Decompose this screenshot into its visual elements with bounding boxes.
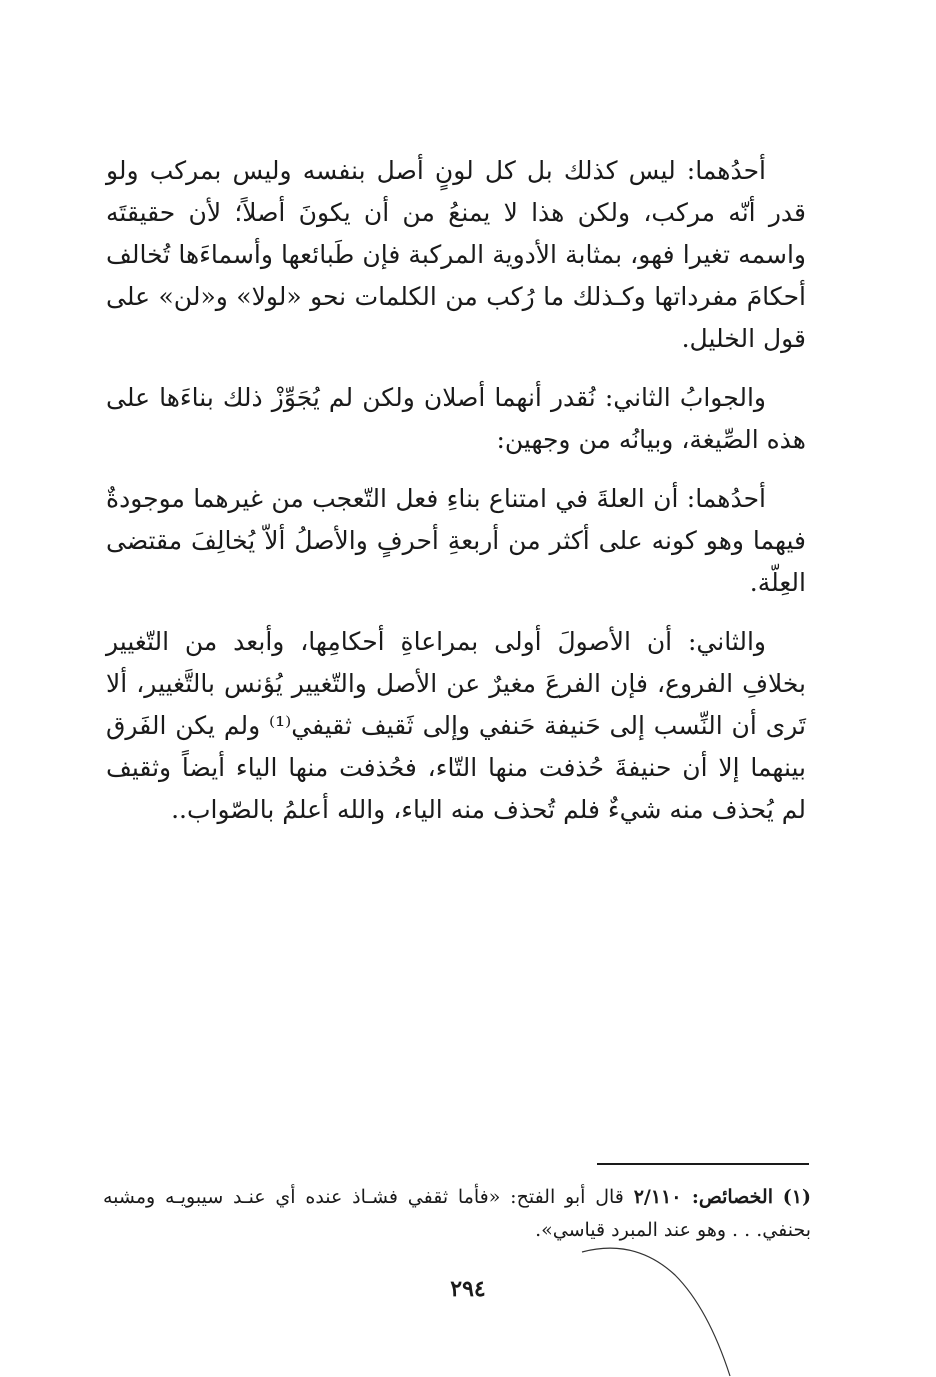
footnote-source: الخصائص: ٢/١١٠ [633, 1186, 773, 1208]
body-text [106, 150, 806, 831]
page-number: ٢٩٤ [450, 1276, 486, 1302]
footnote [103, 1181, 811, 1247]
footnote-marker: (١) [782, 1186, 812, 1208]
paragraph-3: أحدُهما: أن العلةَ في امتناع بناءِ فعل التّعجب من غيرهما موجودةٌ فيهما وهو كونه على أكثر من أربعةِ أحرفٍ والأصلُ ألاّ يُخالِفَ مقتضى العِلّة. [106, 484, 806, 597]
paragraph-1: أحدُهما: ليس كذلك بل كل لونٍ أصل بنفسه وليس بمركب ولو قدر أنّه مركب، ولكن هذا لا يمنعُ من أن يكونَ أصلاً؛ لأن حقيقتَه واسمه تغيرا فهو، بمثابة الأدوية المركبة فإن طَبائعها وأسماءَها تُخالف أحكامَ مفرداتها وكـذلك ما رُكب من الكلمات نحو «لولا» و«لن» على قول الخليل. [106, 156, 806, 353]
paragraph-2: والجوابُ الثاني: نُقدر أنهما أصلان ولكن لم يُجَوِّزْ ذلك بناءَها على هذه الصِّيغة، وبيانُه من وجهين: [106, 383, 806, 454]
scan-artifact-line [580, 1240, 760, 1377]
footnote-text: قال أبو الفتح: «فأما ثقفي فشـاذ عنده أي عنـد سيبويـه ومشبه بحنفي. . . وهو عند المبرد قياسي». [103, 1186, 811, 1241]
paragraph-4: والثاني: أن الأصولَ أولى بمراعاةِ أحكامِها، وأبعد من التّغيير بخلافِ الفروع، فإن الفرعَ مغيرٌ عن الأصل والتّغيير يُؤنس بالتَّغيير، ألا تَرى أن النِّسب إلى حَنيفة حَنفي وإلى ثَقيف ثقيفي⁽¹⁾ ولم يكن الفَرق بينهما إلا أن حنيفةَ حُذفت منها التّاء، فحُذفت منها الياء أيضاً وثقيف لم يُحذف منه شيءٌ فلم تُحذف منه الياء، والله أعلمُ بالصّواب.. [106, 627, 806, 824]
footnote-divider [597, 1163, 809, 1165]
